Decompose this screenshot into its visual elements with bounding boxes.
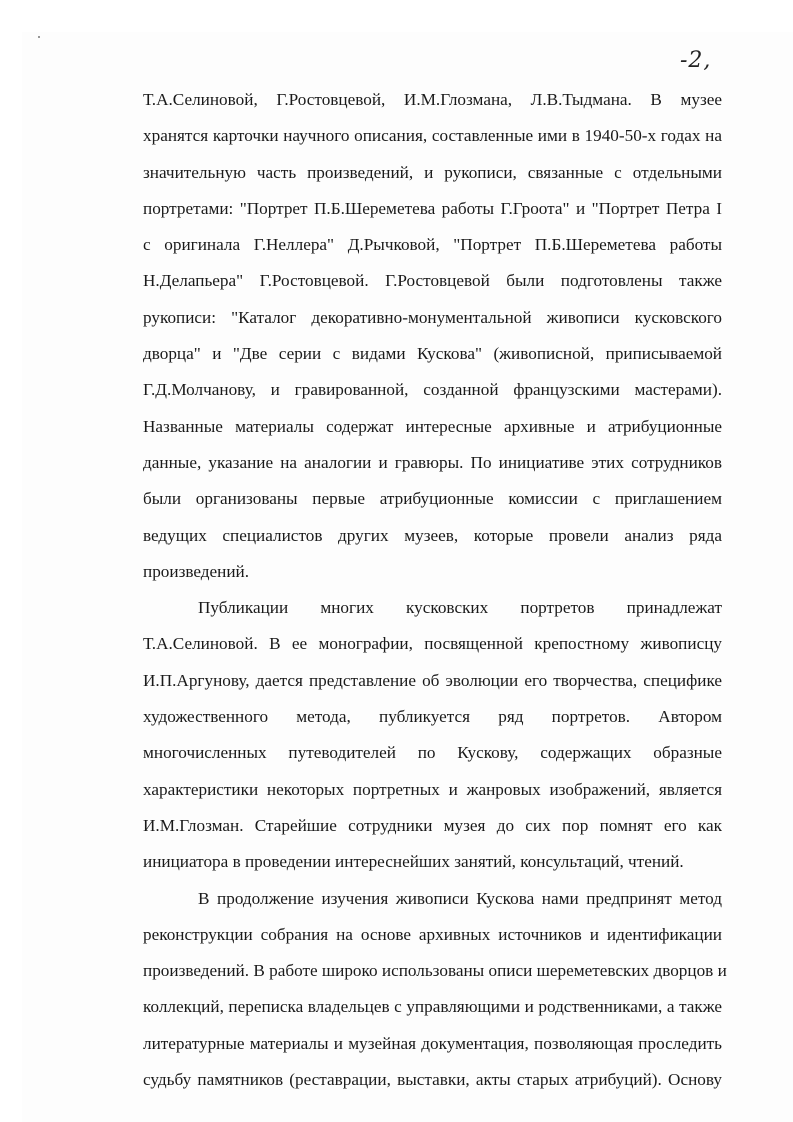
text-line: Г.Д.Молчанову, и гравированной, созданной французскими мастерами). <box>143 380 722 400</box>
text-line: дворца" и "Две серии с видами Кускова" (живописной, приписываемой <box>143 344 722 364</box>
text-line: коллекций, переписка владельцев с управляющими и родственниками, а также <box>143 997 722 1017</box>
text-line: реконструкции собрания на основе архивных источников и идентификации <box>143 924 722 944</box>
text-line: В продолжение изучения живописи Кускова нами предпринят метод <box>198 888 722 908</box>
text-line: Т.А.Селиновой. В ее монографии, посвященной крепостному живописцу <box>143 634 722 654</box>
text-line: с оригинала Г.Неллера" Д.Рычковой, "Портрет П.Б.Шереметева работы <box>143 235 722 255</box>
text-line: литературные материалы и музейная документация, позволяющая проследить <box>143 1033 722 1053</box>
text-line: судьбу памятников (реставрации, выставки, акты старых атрибуций). Основу <box>143 1070 722 1090</box>
text-line: инициатора в проведении интереснейших занятий, консультаций, чтений. <box>143 852 684 872</box>
paragraph <box>143 594 722 884</box>
text-line: данные, указание на аналогии и гравюры. По инициативе этих сотрудников <box>143 452 722 472</box>
text-line: произведений. <box>143 561 250 581</box>
text-line: Названные материалы содержат интересные архивные и атрибуционные <box>143 416 722 436</box>
text-line: художественного метода, публикуется ряд портретов. Автором <box>143 707 722 727</box>
text-line: портретами: "Портрет П.Б.Шереметева работы Г.Гроота" и "Портрет Петра I <box>143 198 722 218</box>
paragraph <box>143 885 727 1103</box>
text-line: И.М.Глозман. Старейшие сотрудники музея до сих пор помнят его как <box>143 815 722 835</box>
text-line: рукописи: "Каталог декоративно-монументальной живописи кусковского <box>143 307 722 327</box>
scan-speck <box>38 36 40 38</box>
text-line: произведений. В работе широко использованы описи шереметевских дворцов и <box>143 961 727 981</box>
text-line: Т.А.Селиновой, Г.Ростовцевой, И.М.Глозмана, Л.В.Тыдмана. В музее <box>143 90 722 109</box>
text-line: Публикации многих кусковских портретов принадлежат <box>198 598 722 618</box>
text-line: Н.Делапьера" Г.Ростовцевой. Г.Ростовцевой были подготовлены также <box>143 271 722 291</box>
text-line: ведущих специалистов других музеев, которые провели анализ ряда <box>143 525 722 545</box>
text-line: значительную часть произведений, и рукописи, связанные с отдельными <box>143 162 722 182</box>
paragraph <box>143 86 722 594</box>
text-line: многочисленных путеводителей по Кускову, содержащих образные <box>143 743 722 763</box>
text-line: хранятся карточки научного описания, составленные ими в 1940-50-х годах на <box>143 126 722 146</box>
text-line: характеристики некоторых портретных и жанровых изображений, является <box>143 779 722 799</box>
text-line: были организованы первые атрибуционные комиссии с приглашением <box>143 489 722 509</box>
text-line: И.П.Аргунову, дается представление об эволюции его творчества, специфике <box>143 670 722 690</box>
document-body <box>143 86 727 1102</box>
page-number: -2, <box>680 48 712 73</box>
